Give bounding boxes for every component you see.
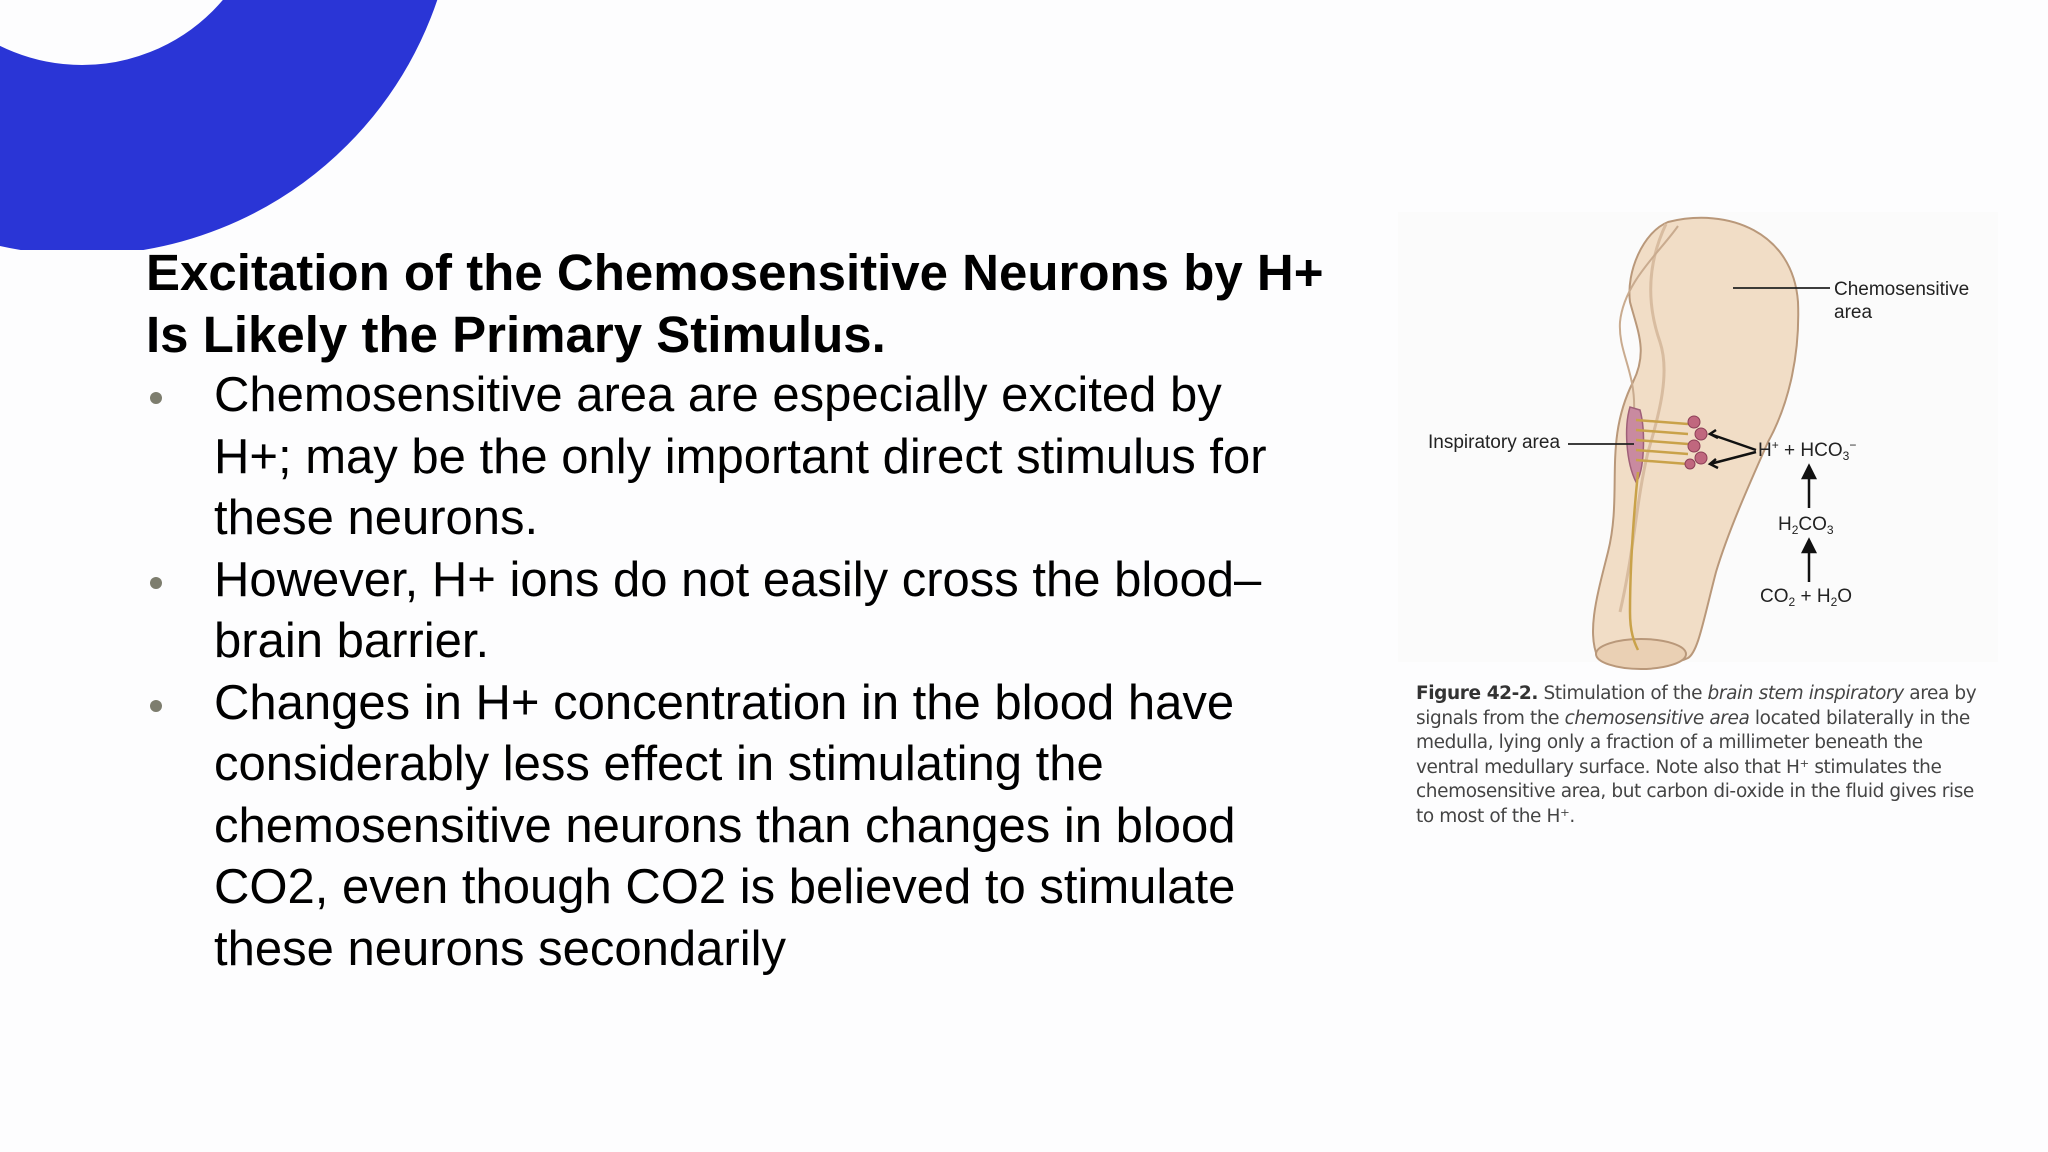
- formula-sup: +: [1771, 438, 1779, 452]
- slide-content: [146, 242, 1356, 980]
- heading-line-2: Is Likely the Primary Stimulus.: [146, 305, 886, 363]
- bullet-marker: [150, 577, 162, 589]
- formula-sub: 2: [1791, 523, 1799, 537]
- formula-part: CO: [1798, 514, 1827, 535]
- caption-text: area by signals from the: [1416, 683, 1977, 729]
- bullet-line: Changes in H+ concentration in the blood have: [214, 675, 1235, 730]
- formula-co2-water: [1760, 586, 1852, 609]
- formula-carbonic-acid: [1778, 514, 1834, 537]
- bullet-item: [146, 550, 1356, 673]
- label-inspiratory-area: Inspiratory area: [1428, 432, 1561, 453]
- bullet-line: brain barrier.: [214, 614, 490, 668]
- bullet-item: [146, 673, 1356, 981]
- bullet-line: considerably less effect in stimulating the: [214, 737, 1104, 791]
- bullet-line: these neurons secondarily: [214, 921, 787, 976]
- formula-part: + H: [1795, 586, 1831, 607]
- formula-sub: 2: [1830, 595, 1838, 609]
- bullet-line: H+; may be the only important direct stimulus for: [214, 429, 1267, 484]
- bullet-item: [146, 365, 1356, 550]
- formula-sub: 2: [1788, 595, 1796, 609]
- caption-emphasis: brain stem inspiratory: [1707, 683, 1904, 704]
- caption-text: Stimulation of the: [1538, 683, 1708, 704]
- formula-part: H: [1778, 514, 1792, 535]
- formula-part: + HCO: [1778, 440, 1843, 461]
- bullet-marker: [150, 392, 162, 404]
- formula-part: O: [1837, 586, 1853, 607]
- label-chemosensitive-line-1: Chemosensitive: [1834, 279, 1970, 300]
- figure-panel: [1398, 212, 1998, 827]
- bullet-line: Chemosensitive area are especially excited by: [214, 368, 1222, 422]
- figure-caption: [1416, 682, 1986, 829]
- ring-arc: [0, 0, 362, 160]
- bullet-line: these neurons.: [214, 491, 539, 545]
- bullet-line: However, H+ ions do not easily cross the blood–: [214, 552, 1262, 607]
- decorative-ring: [0, 0, 460, 250]
- caption-label: Figure 42-2.: [1416, 683, 1539, 704]
- bullet-marker: [150, 700, 162, 712]
- formula-sub: 3: [1842, 449, 1850, 463]
- formula-sub: 3: [1826, 523, 1834, 537]
- bullet-list: [146, 365, 1356, 980]
- formula-hydrogen-bicarbonate: [1758, 438, 1856, 463]
- heading-line-1: Excitation of the Chemosensitive Neurons by H+: [146, 244, 1324, 301]
- brain-stem-base: [1596, 639, 1686, 669]
- formula-part: H: [1758, 440, 1772, 461]
- caption-text: located bilaterally in the medulla, lying only a fraction of a millimeter beneath the ventral medullary surface. Note also that H⁺ stimulates the chemosensitive area, but carbon di-oxide in the fluid gives rise to most of the H⁺.: [1416, 707, 1974, 827]
- bullet-line: CO2, even though CO2 is believed to stimulate: [214, 860, 1236, 914]
- label-chemosensitive-line-2: area: [1834, 302, 1873, 323]
- slide-heading: [146, 242, 1356, 365]
- formula-sup: −: [1849, 438, 1857, 452]
- label-chemosensitive-area: [1834, 278, 1984, 324]
- bullet-line: chemosensitive neurons than changes in blood: [214, 798, 1236, 853]
- formula-part: CO: [1760, 586, 1789, 607]
- caption-emphasis: chemosensitive area: [1564, 707, 1750, 729]
